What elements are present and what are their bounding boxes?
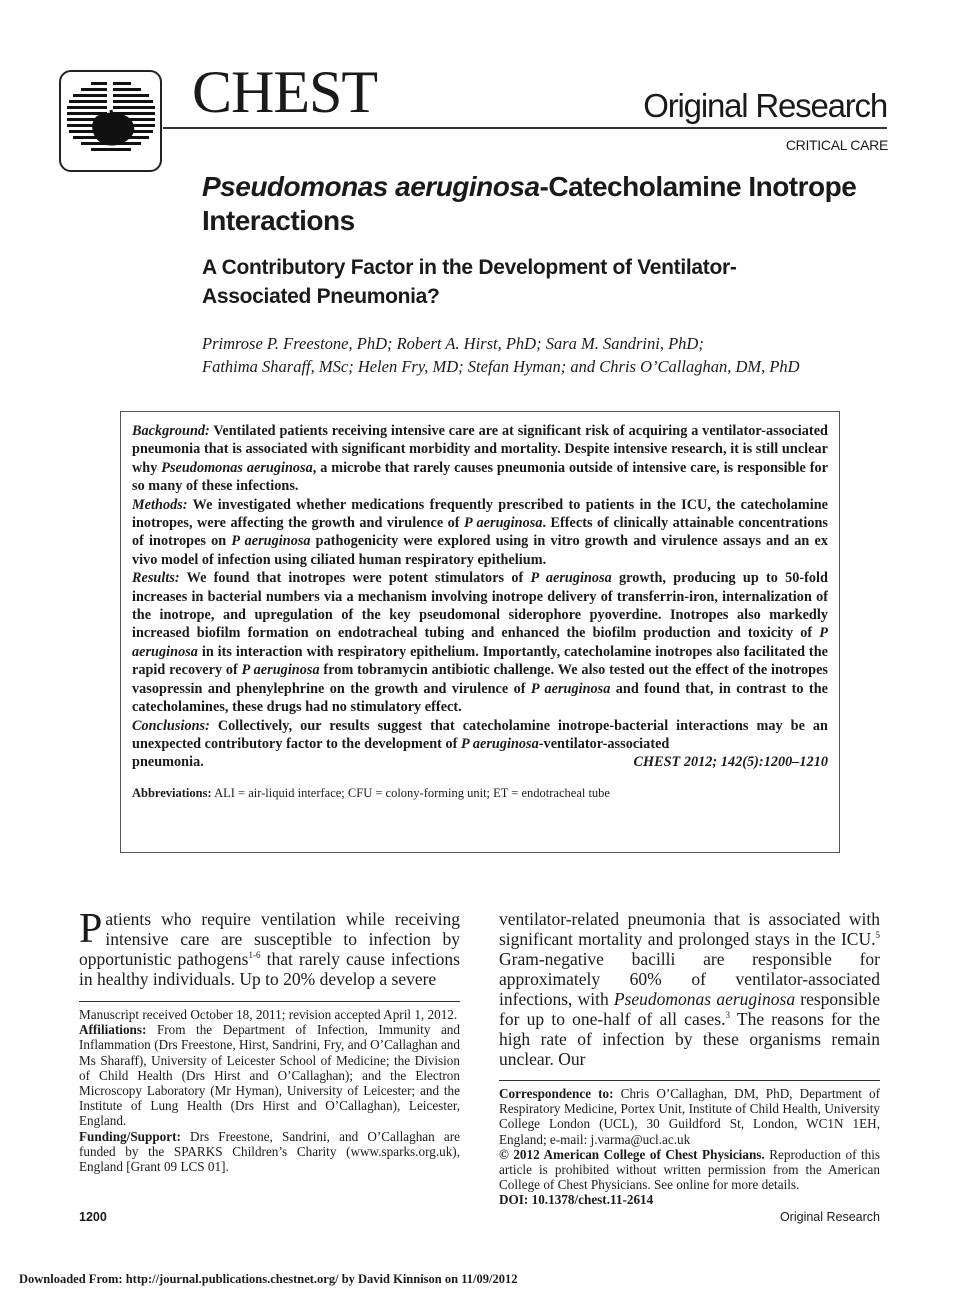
abstract-text: Ventilated patients receiving intensive care are at significant risk of acquiring a ventilator-associated pneumonia that is associated with significant morbidity and mortality. Despite intensive research, it is still unclear why: [132, 423, 828, 476]
citation-ref: 3: [725, 1010, 730, 1021]
abstract-results: [132, 569, 828, 716]
body-text: atients who require ventilation while receiving intensive care are susceptible to infection by opportunistic pathogens: [79, 909, 460, 969]
manuscript-dates: Manuscript received October 18, 2011; revision accepted April 1, 2012.: [79, 1007, 458, 1022]
body-text: The reasons for the high rate of infection by these organisms remain unclear. Our: [499, 1009, 880, 1069]
correspondence: [499, 1086, 880, 1147]
abstract-conclusions: [132, 717, 828, 754]
body-paragraph: [79, 906, 460, 989]
body-text: that rarely cause infections in healthy individuals. Up to 20% develop a severe: [79, 949, 460, 989]
article-subtitle: A Contributory Factor in the Development of Ventilator-Associated Pneumonia?: [202, 256, 737, 308]
author-list: [202, 332, 902, 378]
citation: CHEST 2012; 142(5):1200–1210: [633, 754, 828, 771]
organism-name: P aeruginosa: [530, 680, 611, 697]
affiliations: [79, 1022, 460, 1128]
citation-ref: 1-6: [248, 950, 261, 961]
citation-ref: 5: [875, 930, 880, 941]
abstract-text: pneumonia.: [132, 754, 204, 771]
page-number: 1200: [79, 1210, 107, 1224]
organism-name: P aeruginosa: [241, 662, 320, 679]
article-title: [202, 170, 902, 238]
abstract-text: . Effects of clinically attainable concentrations of inotropes on: [132, 515, 828, 550]
title-rest: -Catecholamine Inotrope Interactions: [202, 171, 857, 236]
abstract-methods: [132, 496, 828, 570]
abbrev-text: ALI = air-liquid interface; CFU = colony-forming unit; ET = endotracheal tube: [211, 785, 610, 800]
organism-name: P aeruginosa: [463, 515, 543, 532]
abstract-text: and found that, in contrast to the catecholamines, these drugs had no stimulatory effect.: [132, 680, 828, 716]
download-notice: Downloaded From: http://journal.publications.chestnet.org/ by David Kinnison on 11/09/2012: [19, 1272, 518, 1286]
abstract-text: We found that inotropes were potent stimulators of: [179, 570, 531, 587]
body-paragraph: [499, 909, 880, 1069]
organism-name: P aeruginosa: [461, 735, 539, 752]
abstract-text: from tobramycin antibiotic challenge. We also tested out the effect of the inotropes vasopressin and phenylephrine on the growth and virulence of: [132, 662, 828, 697]
footnotes-left: [79, 1007, 460, 1174]
lungs-logo-icon: [61, 72, 160, 170]
footnote-divider: [499, 1080, 880, 1081]
footnote-label: DOI:: [499, 1192, 529, 1208]
copyright: [499, 1147, 880, 1193]
doi: [499, 1192, 880, 1207]
organism-name: P aeruginosa: [132, 625, 828, 660]
footnotes-right: [499, 1086, 880, 1208]
footnote-text: Reproduction of this article is prohibited without written permission from the American College of Chest Physicians. See online for more details.: [499, 1146, 881, 1193]
footnote-label: Correspondence to:: [499, 1086, 614, 1101]
abstract-text: in its interaction with respiratory epithelium. Importantly, catecholamine inotropes also facilitated the rapid recovery of: [132, 643, 828, 679]
abstract-label: Results:: [132, 570, 180, 587]
section-label: Original Research: [643, 87, 887, 124]
abbreviations: [132, 786, 828, 801]
abbrev-label: Abbreviations:: [132, 785, 212, 800]
footnote-divider: [79, 1001, 460, 1002]
abstract-label: Background:: [132, 423, 210, 439]
abstract-citation-line: [132, 753, 828, 771]
body-column-right: [499, 909, 880, 1208]
title-organism: Pseudomonas aeruginosa: [202, 171, 540, 202]
authors-line: Fathima Sharaff, MSc; Helen Fry, MD; Stefan Hyman; and Chris O’Callaghan, DM, PhD: [202, 357, 800, 376]
abstract-text: pathogenicity were explored using in vitro growth and virulence assays and an ex vivo model of infection using ciliated human respiratory epithelium.: [132, 533, 828, 568]
drop-cap: P: [79, 906, 103, 952]
journal-name: CHEST: [192, 59, 378, 125]
abstract-background: [132, 422, 828, 496]
footnote-label: Funding/Support:: [79, 1128, 181, 1144]
journal-logo: [59, 70, 162, 172]
footnote-text: Drs Freestone, Sandrini, and O’Callaghan are funded by the SPARKS Children’s Charity (www.sparks.org.uk), England [Grant 09 LCS 01].: [79, 1128, 460, 1175]
abstract-text: We investigated whether medications frequently prescribed to patients in the ICU, the catecholamine inotropes, were affecting the growth and virulence of: [132, 496, 828, 532]
abstract-label: Conclusions:: [132, 717, 210, 734]
abstract-text: Collectively, our results suggest that catecholamine inotrope-bacterial interactions may be an unexpected contributory factor to the development of: [132, 717, 828, 752]
footnote-text: Chris O’Callaghan, DM, PhD, Department of Respiratory Medicine, Portex Unit, Institute of Child Health, University College London (UCL), 30 Guildford St, London, WC1N 1EH, England; e-mail: j.varma@ucl.ac.uk: [499, 1086, 880, 1147]
organism-name: Pseudomonas aeruginosa: [613, 989, 796, 1009]
category-label: CRITICAL CARE: [785, 137, 888, 153]
funding: [79, 1129, 460, 1175]
body-column-left: [79, 906, 460, 1175]
footer-section-label: Original Research: [779, 1210, 880, 1224]
abstract-text: , a microbe that rarely causes pneumonia outside of intensive care, is responsible for so many of these infections.: [132, 459, 828, 495]
organism-name: P aeruginosa: [530, 570, 612, 587]
body-text: Gram-negative bacilli are responsible for approximately 60% of ventilator-associated infections, with: [499, 949, 880, 1009]
footnote-label: © 2012 American College of Chest Physicians.: [499, 1146, 765, 1162]
body-text: ventilator-related pneumonia that is associated with significant mortality and prolonged stays in the ICU.: [499, 909, 880, 949]
abstract-text: -ventilator-associated: [538, 735, 670, 752]
organism-name: Pseudomonas aeruginosa: [161, 459, 313, 476]
authors-line: Primrose P. Freestone, PhD; Robert A. Hirst, PhD; Sara M. Sandrini, PhD;: [202, 334, 704, 353]
doi-value: 10.1378/chest.11-2614: [528, 1192, 654, 1208]
organism-name: P aeruginosa: [231, 533, 311, 550]
footnote-text: From the Department of Infection, Immunity and Inflammation (Drs Freestone, Hirst, Sandrini, Fry, and O’Callaghan and Ms Sharaff), University of Leicester School of Medicine; the Division of Child Health (Drs Hirst and O’Callaghan); and the Electron Microscopy Laboratory (Mr Hyman), University of Leicester; and the Institute of Lung Health (Drs Hirst and O’Callaghan), Leicester, England.: [79, 1022, 460, 1129]
abstract-label: Methods:: [132, 496, 188, 513]
abstract-box: [120, 411, 840, 853]
footnote-label: Affiliations:: [79, 1022, 147, 1038]
abstract-text: growth, producing up to 50-fold increases in bacterial numbers via a mechanism involving inotrope delivery of transferrin-iron, internalization of the inotrope, and upregulation of the key pseudomonal siderophore pyoverdine. Inotropes also markedly increased biofilm formation on endotracheal tubing and enhanced the biofilm production and toxicity of: [132, 570, 828, 642]
body-text: responsible for up to one-half of all cases.: [499, 989, 880, 1029]
header-divider: [163, 127, 887, 129]
